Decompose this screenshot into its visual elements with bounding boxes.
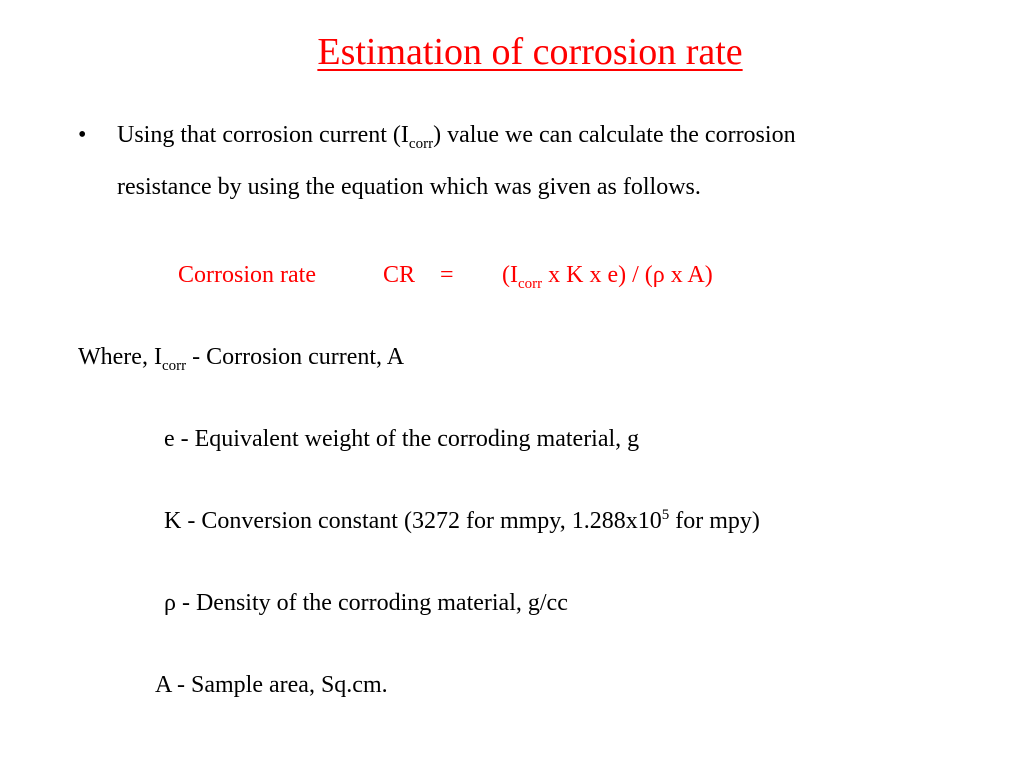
where-icorr-subscript: corr	[161, 358, 187, 374]
intro-icorr-subscript: corr	[408, 136, 434, 152]
definition-e: e - Equivalent weight of the corroding material, g	[164, 426, 640, 452]
equation-rhs-open: (I	[502, 262, 518, 288]
definition-k	[164, 508, 760, 535]
equation-rhs	[502, 262, 713, 292]
definition-k-exponent: 5	[661, 507, 670, 523]
intro-line-1	[117, 122, 796, 152]
intro-line-2: resistance by using the equation which was given as follows.	[117, 174, 701, 200]
where-text: - Corrosion current, A	[186, 344, 405, 370]
equation-rhs-rest: x K x e) / (ρ x A)	[542, 262, 713, 288]
equation-lhs: CR	[383, 262, 416, 288]
slide-title	[0, 30, 1024, 74]
bullet-marker: •	[78, 122, 87, 148]
definition-rho: ρ - Density of the corroding material, g/cc	[164, 590, 568, 616]
equation-equals: =	[440, 262, 454, 288]
intro-line-1-end: ) value we can calculate the corrosion	[433, 122, 796, 148]
where-icorr-definition	[78, 344, 405, 374]
equation-icorr-subscript: corr	[517, 276, 543, 292]
slide-title-text: Estimation of corrosion rate	[317, 31, 743, 73]
intro-line-1-start: Using that corrosion current (I	[117, 122, 409, 148]
equation-label: Corrosion rate	[178, 262, 316, 288]
definition-k-start: K - Conversion constant (3272 for mmpy, 1.288x10	[164, 508, 662, 534]
definition-k-end: for mpy)	[669, 508, 760, 534]
where-prefix: Where, I	[78, 344, 162, 370]
definition-a: A - Sample area, Sq.cm.	[155, 672, 388, 698]
